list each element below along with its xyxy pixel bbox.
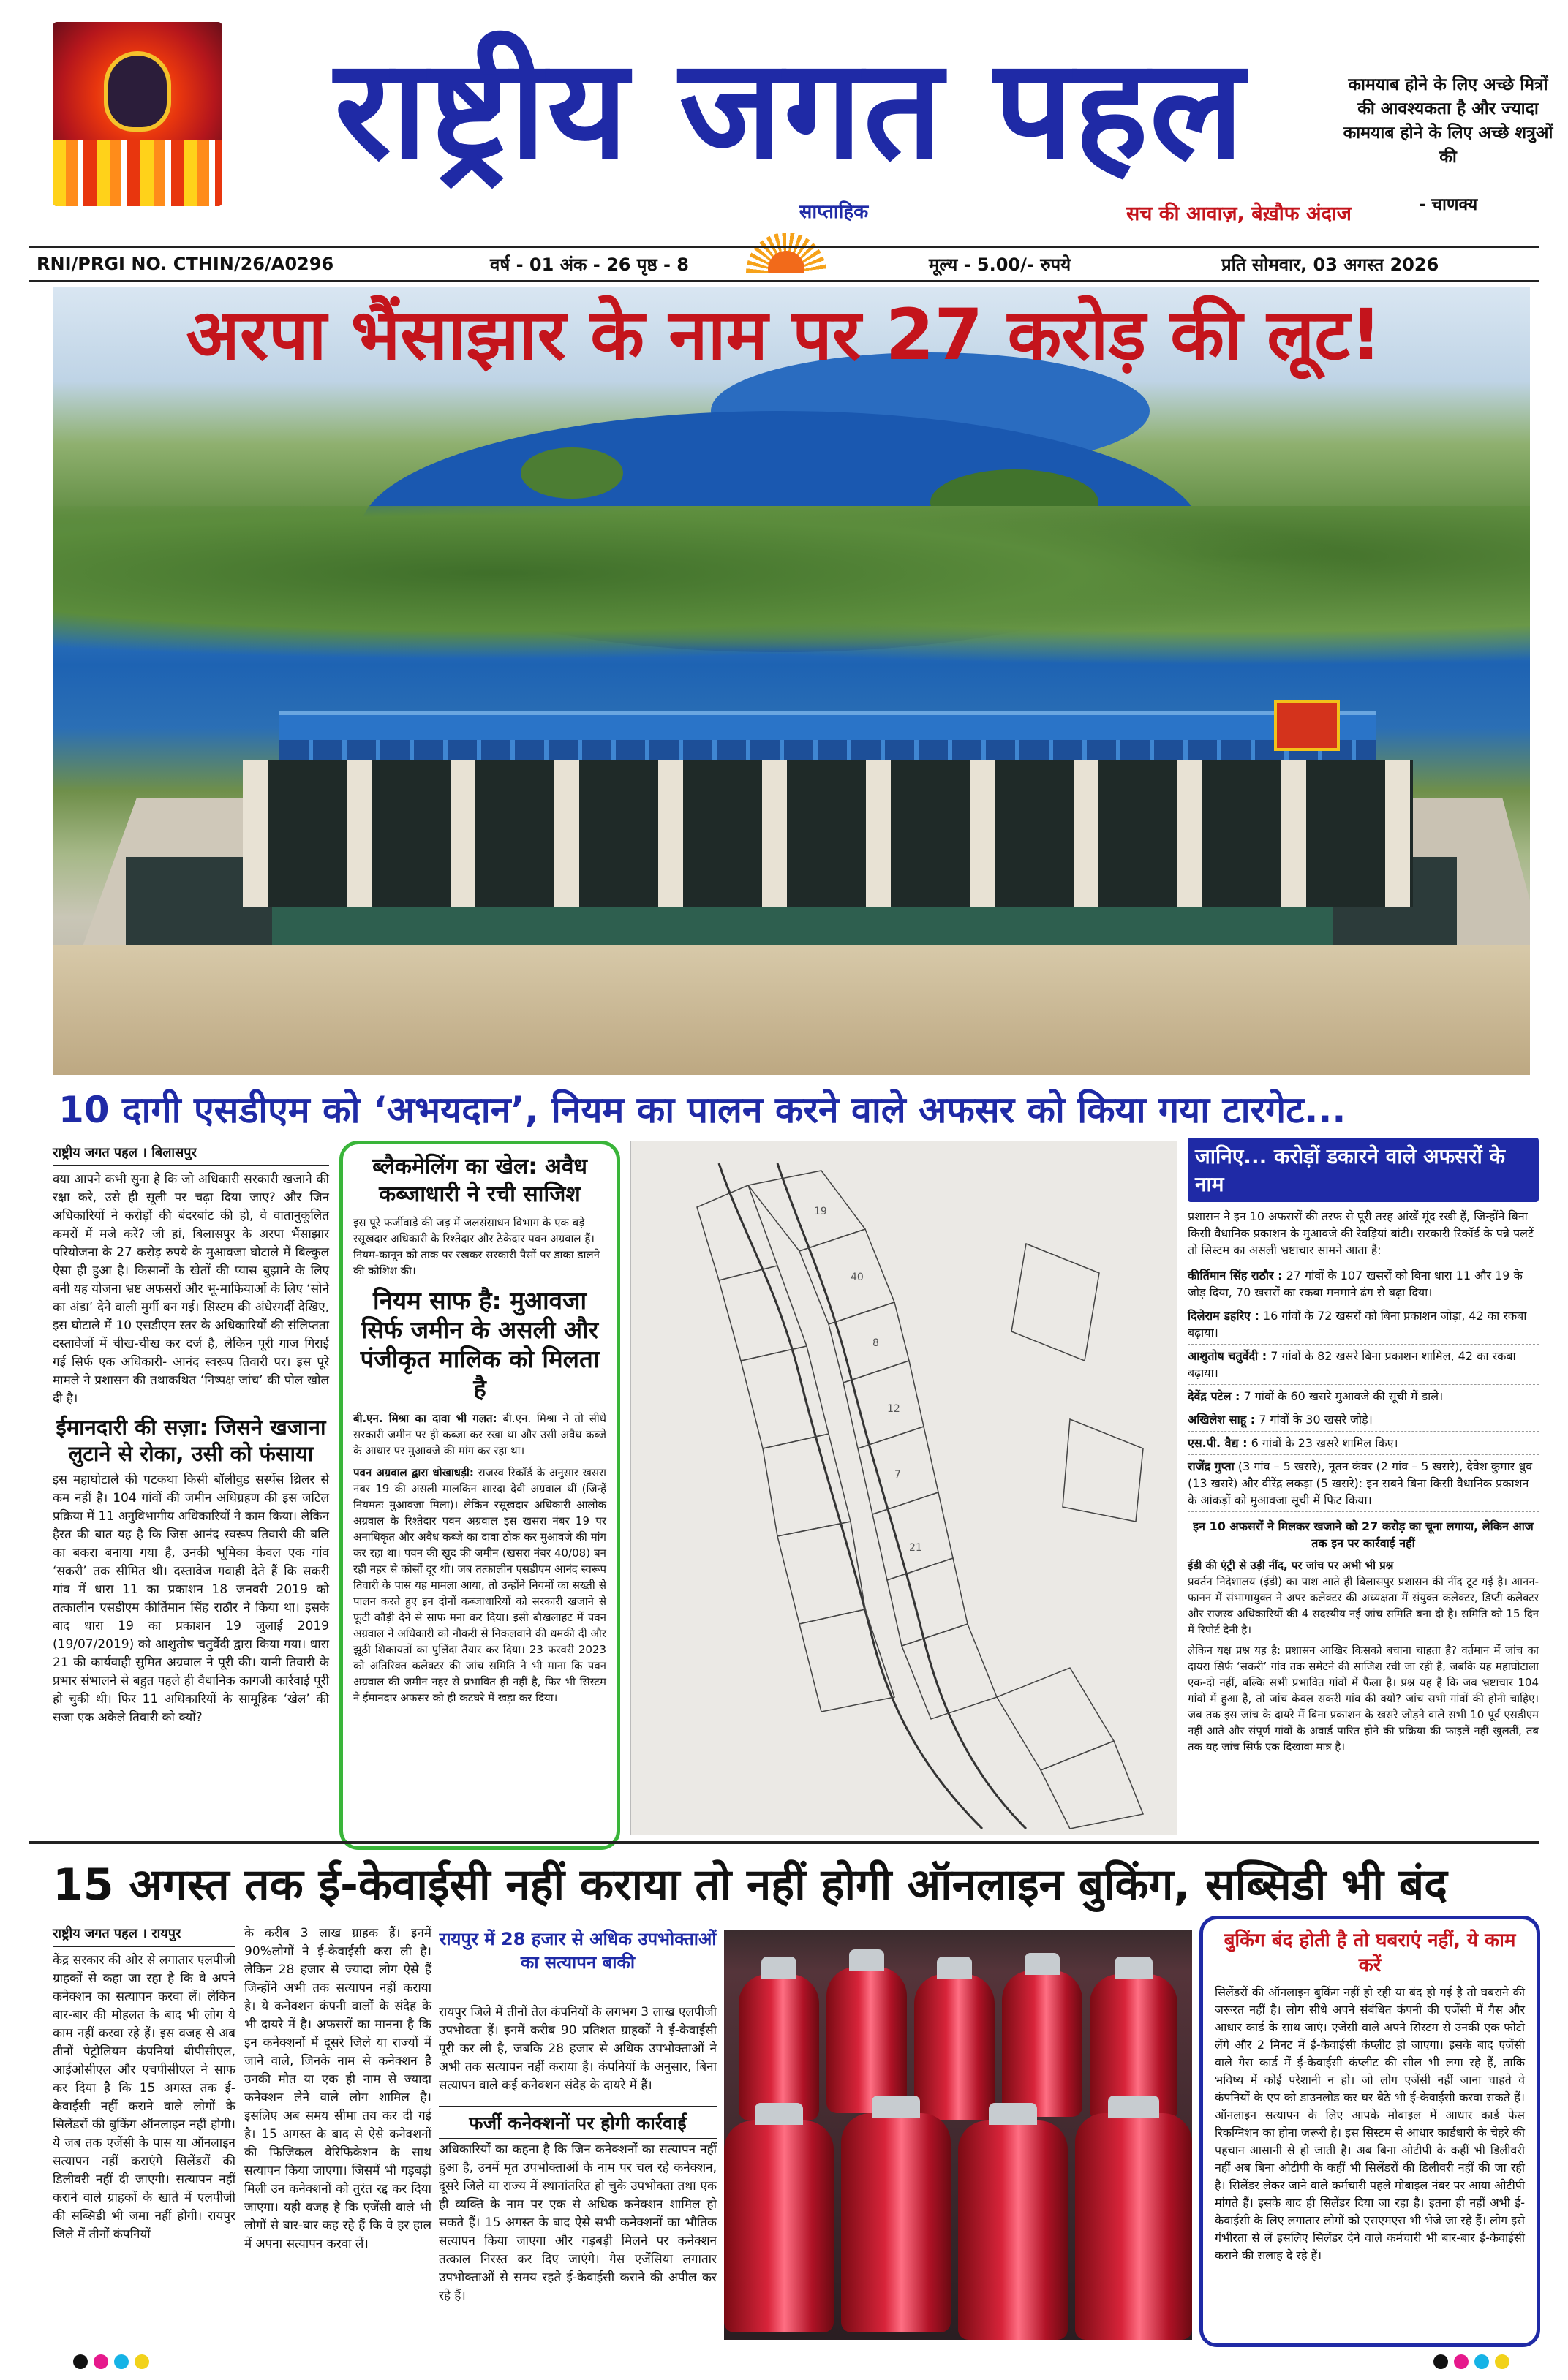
story-paragraph: केंद्र सरकार की ओर से लगातार एलपीजी ग्राहकों से कहा जा रहा है कि वे अपने कनेक्शन का सत्यापन करवा लें। लेकिन बार-बार की मोहलत के बाद भी लोग ये काम नहीं करवा रहे हैं। इस वजह से अब तीनों पेट्रोलियम कंपनियां बीपीसीएल, आईओसीएल और एचपीसीएल ने साफ कर दिया है कि 15 अगस्त तक ई-केवाईसी नहीं कराने वाले लोगों के सिलेंडरों की बुकिंग ऑनलाइन नहीं होगी। ये जब तक एजेंसी के पास या ऑनलाइन सत्यापन नहीं कराएंगे सिलेंडरों की डिलीवरी नहीं दी जाएगी। सत्यापन नहीं कराने वाले ग्राहकों के खाते में एलपीजी की सब्सिडी भी जमा नहीं होगी। रायपुर जिले में तीनों कंपनियों xyxy=(53,1953,235,2242)
list-item xyxy=(1188,1408,1539,1432)
svg-text:12: 12 xyxy=(887,1403,900,1415)
svg-text:21: 21 xyxy=(909,1542,922,1554)
print-registration-marks xyxy=(73,2354,149,2369)
officer-name: देवेंद्र पटेल : xyxy=(1188,1389,1240,1403)
quote-author: - चाणक्य xyxy=(1418,195,1478,214)
help-paragraph: सिलेंडरों की ऑनलाइन बुकिंग नहीं हो रही या बंद हो गई है तो घबराने की जरूरत नहीं है। लोग सीधे अपने संबंधित कंपनी की एजेंसी में गैस और आधार कार्ड के साथ जाएं। एजेंसी वाले अपने सिस्टम से उनकी एक फोटो लेंगे और 2 मिनट में ई-केवाईसी कंप्लीट हो जाएगा। इसके बाद एजेंसी वाले गैस कार्ड में ई-केवाईसी कंप्लीट की सील भी लगा रहे हैं, ताकि भविष्य में कोई परेशानी न हो। जो लोग एजेंसी नहीं जाना चाहते वे कंपनियों के एप को डाउनलोड कर घर बैठे भी ई-केवाईसी करवा सकते हैं। ऑनलाइन सत्यापन के लिए आपके मोबाइल में आधार कार्ड फेस रिकग्निशन का होना जरूरी है। इस सिस्टम से आधार कार्डधारी के चेहरे की पहचान आसानी से हो जाती है। अब बिना ओटीपी के कहीं भी डिलीवरी नहीं अब बिना ओटीपी के कहीं भी सिलेंडरों की डिलीवरी नहीं की जा रही है। सिलेंडर लेकर जाने वाले कर्मचारी पहले मोबाइल नंबर पर आया ओटीपी मांगते हैं। इसके बाद ही सिलेंडर दिया जा रहा है। इतना ही नहीं अभी ई-केवाईसी के लिए लगातार लोगों को एसएमएस भी भेजे जा रहे हैं। लोग इसे गंभीरता से लें इसलिए सिलेंडर देने वाले कर्मचारी भी बार-बार ई-केवाईसी कराने की सलाह दे रहे हैं। xyxy=(1215,1985,1525,2262)
officer-detail: 7 गांवों के 30 खसरे जोड़े। xyxy=(1255,1413,1373,1427)
raipur-box-paragraph: रायपुर जिले में तीनों तेल कंपनियों के लगभग 3 लाख एलपीजी उपभोक्ता हैं। इनमें करीब 90 प्रतिशत ग्राहकों ने ई-केवाईसी पूरी कर ली है, जबकि 28 हजार से अधिक उपभोक्ताओं ने अभी तक सत्यापन नहीं कराया है। कंपनियों के अनुसार, बिना सत्यापन वाले कई कनेक्शन संदेह के दायरे में हैं। xyxy=(439,2005,717,2093)
land-record-map xyxy=(630,1141,1177,1835)
lpg-column-2-text-visible: के करीब 3 लाख ग्राहक हैं। इनमें 90%लोगों ने ई-केवाईसी करा ली है। लेकिन 28 हजार से ज्यादा लोग ऐसे हैं जिन्होंने अभी तक सत्यापन नहीं कराया है। ये कनेक्शन कंपनी वालों के संदेह के भी दायरे में है। अफसरों का मानना है कि इन कनेक्शनों में दूसरे जिले या राज्यों में जाने वाले, जिनके नाम से कनेक्शन है उनकी मौत या एक ही नाम से ज्यादा कनेक्शन लेने वाले लोग शामिल है। इसलिए अब समय सीमा तय कर दी गई है। 15 अगस्त के बाद से ऐसे कनेक्शनों की फिजिकल वेरिफिकेशन के साथ सत्यापन किया जाएगा। जिसमें भी गड़बड़ी मिली उन कनेक्शनों को तुरंत रद्द कर दिया जाएगा। यही वजह है कि एजेंसी वाले भी लोगों से बार-बार कह रहे हैं कि वे हर हाल में अपना सत्यापन करवा लें। xyxy=(244,1926,431,2251)
officer-name: आशुतोष चतुर्वेदी : xyxy=(1188,1349,1267,1363)
box-paragraph xyxy=(353,1465,606,1706)
list-item xyxy=(1188,1455,1539,1512)
dateline: राष्ट्रीय जगत पहल । बिलासपुर xyxy=(53,1144,329,1166)
blackmail-box xyxy=(339,1141,620,1850)
price: मूल्य - 5.00/- रुपये xyxy=(929,254,1071,275)
ed-paragraph: प्रवर्तन निदेशालय (ईडी) का पाश आते ही बिलासपुर प्रशासन की नींद टूट गई है। आनन-फानन में संभागायुक्त ने अपर कलेक्टर की अध्यक्षता में संयुक्त कलेक्टर, डिप्टी कलेक्टर और राजस्व अधिकारियों की 4 सदस्यीय नई जांच समिति बना दी है। समिति को 15 दिन में रिपोर्ट देनी है। xyxy=(1188,1575,1539,1636)
tagline: सच की आवाज़, बेख़ौफ अंदाज xyxy=(1126,203,1352,225)
box-paragraph xyxy=(353,1410,606,1459)
ed-paragraph: लेकिन यक्ष प्रश्न यह है: प्रशासन आखिर किसको बचाना चाहता है? वर्तमान में जांच का दायरा सिर्फ ‘सकरी’ गांव तक समेटने की साजिश रची जा रही है, जबकि यह महाघोटाला एक-दो नहीं, बल्कि सभी प्रभावित गांवों में फैला है। प्रश्न यह है कि जब भ्रष्टाचार 104 गांवों में हुआ है, तो जांच केवल सकरी गांव की क्यों? जांच सभी गांवों की होनी चाहिए। जब तक इस जांच के दायरे में बिना प्रकाशन के खसरे जोड़ने वाले सभी 10 पूर्व एसडीएम नहीं आते और संपूर्ण गांवों के अवार्ड पारित होने की प्रक्रिया की फाइलें नहीं खुलतीं, तब तक यह जांच सिर्फ एक दिखावा मात्र है। xyxy=(1188,1644,1539,1753)
main-headline: अरपा भैंसाझार के नाम पर 27 करोड़ की लूट! xyxy=(186,294,1382,376)
box-subheading: नियम साफ है: मुआवजा सिर्फ जमीन के असली और पंजीकृत मालिक को मिलता है xyxy=(360,1286,600,1402)
weekly-label: साप्ताहिक xyxy=(799,201,869,223)
story-column-1 xyxy=(53,1144,329,1846)
list-title: जानिए... करोड़ों डकारने वाले अफसरों के नाम xyxy=(1188,1138,1539,1202)
box-paragraph-label: पवन अग्रवाल द्वारा धोखाधड़ी: xyxy=(353,1466,474,1479)
quote-text: कामयाब होने के लिए अच्छे मित्रों की आवश्यकता है और ज्यादा कामयाब होने के लिए अच्छे शत्रुओं की xyxy=(1343,75,1553,167)
svg-text:19: 19 xyxy=(814,1206,827,1217)
dam-photo xyxy=(53,287,1530,1075)
ed-heading: ईडी की एंट्री से उड़ी नींद, पर जांच पर अभी भी प्रश्न xyxy=(1188,1559,1394,1572)
list-item xyxy=(1188,1264,1539,1304)
officer-name: एस.पी. वैद्य : xyxy=(1188,1436,1248,1450)
officer-detail: 27 गांवों के 107 खसरों को बिना धारा 11 और 19 के जोड़ दिया, 70 खसरों का रकबा मनमाने ढंग से बढ़ा दिया। xyxy=(1188,1269,1523,1299)
svg-text:7: 7 xyxy=(894,1469,901,1481)
booking-help-box xyxy=(1199,1916,1540,2347)
officer-name: अखिलेश साहू : xyxy=(1188,1413,1256,1427)
officer-name: राजेंद्र गुप्ता xyxy=(1188,1459,1235,1473)
deity-photo xyxy=(53,22,222,206)
rni-number: RNI/PRGI NO. CTHIN/26/A0296 xyxy=(37,254,334,274)
newspaper-title: राष्ट्रीय जगत पहल xyxy=(334,29,1245,190)
story-paragraph: क्या आपने कभी सुना है कि जो अधिकारी सरकारी खजाने की रक्षा करे, उसे ही सूली पर चढ़ा दिया जाए? और जिन अधिकारियों ने करोड़ों की बंदरबांट की हो, वे वातानुकूलित कमरों में मजे करें? जी हां, बिलासपुर के अरपा भैंसाझार परियोजना के 27 करोड़ रुपये के मुआवजा घोटाले में बिल्कुल ऐसा ही हुआ है। किसानों के खेतों की प्यास बुझाने के लिए बनी यह योजना भ्रष्ट अफसरों और भू-माफियाओं के लिए ‘सोने का अंडा’ देने वाली मुर्गी बन गई। सिस्टम की अंधेरगर्दी देखिए, इस घोटाले में 10 एसडीएम स्तर के अधिकारियों की संलिप्तता दस्तावेजों में चीख-चीख कर दर्ज है, लेकिन पूरी गाज गिराई गई सिर्फ एक अधिकारी- आनंद स्वरूप तिवारी पर। इस पूरे मामले ने प्रशासन की तथाकथित ‘निष्पक्ष जांच’ की पोल खोल दी है। xyxy=(53,1172,329,1406)
print-registration-marks xyxy=(1433,2354,1509,2369)
list-item xyxy=(1188,1385,1539,1408)
gas-cylinders-photo xyxy=(724,1930,1192,2340)
story-paragraph: इस महाघोटाले की पटकथा किसी बॉलीवुड सस्पेंस थ्रिलर से कम नहीं है। 104 गांवों की जमीन अधिग्रहण की इस जटिल प्रक्रिया में 11 अनुविभागीय अधिकारियों ने काम किया। लेकिन हैरत की बात यह है कि जिस आनंद स्वरूप तिवारी की बलि का बकरा बनाया गया है, उनकी भूमिका केवल एक गांव ‘सकरी’ तक सीमित थी। दस्तावेज गवाही देते हैं कि सकरी गांव में धारा 11 का प्रकाशन 18 जनवरी 2019 को तत्कालीन एसडीएम कीर्तिमान सिंह राठौर ने किया था। इसके बाद धारा 19 का प्रकाशन 19 जुलाई 2019 (19/07/2019) को आशुतोष चतुर्वेदी द्वारा किया गया। धारा 21 की कार्यवाही सुमित अग्रवाल ने पूरी की। यानी तिवारी के प्रभार संभालने से बहुत पहले ही वैधानिक कागजी कार्रवाई पूरी हो चुकी थी। फिर 11 अधिकारियों के सामूहिक ‘खेल’ की सजा एक अकेले तिवारी को क्यों? xyxy=(53,1473,329,1725)
issue-info-bar xyxy=(29,246,1539,282)
officers-list xyxy=(1188,1138,1539,1847)
svg-text:8: 8 xyxy=(872,1337,879,1349)
list-emphasis: इन 10 अफसरों ने मिलकर खजाने को 27 करोड़ का चूना लगाया, लेकिन आज तक इन पर कार्रवाई नहीं xyxy=(1193,1519,1534,1550)
box-paragraph-text: बी.एन. मिश्रा ने तो सीधे सरकारी जमीन पर ही कब्जा कर रखा था और उसी अवैध कब्जे के आधार पर मुआवजे की मांग कर रहा था। xyxy=(353,1412,606,1457)
box-paragraph-label: बी.एन. मिश्रा का दावा भी गलत: xyxy=(353,1412,497,1425)
officer-detail: 7 गांवों के 82 खसरे बिना प्रकाशन शामिल, 42 का रकबा बढ़ाया। xyxy=(1188,1349,1516,1380)
list-item xyxy=(1188,1432,1539,1455)
officer-detail: 16 गांवों के 72 खसरों को बिना प्रकाशन जोड़ा, 42 का रकबा बढ़ाया। xyxy=(1188,1309,1527,1340)
svg-text:40: 40 xyxy=(851,1272,864,1283)
list-item xyxy=(1188,1345,1539,1385)
officer-detail: (3 गांव – 5 खसरे), नूतन कंवर (2 गांव – 5 खसरे), देवेश कुमार ध्रुव (13 खसरे) और वीरेंद्र लकड़ा (5 खसरे): इन सबने बिना किसी वैधानिक प्रकाशन के आंकड़ों को मुआवजा सूची में फिट किया। xyxy=(1188,1459,1533,1507)
box-lead: इस पूरे फर्जीवाड़े की जड़ में जलसंसाधन विभाग के एक बड़े रसूखदार अधिकारी के रिश्तेदार और ठेकेदार पवन अग्रवाल हैं। नियम-कानून को ताक पर रखकर सरकारी पैसों पर डाका डालने की कोशिश की। xyxy=(353,1216,600,1277)
section-heading: ईमानदारी की सज़ा: जिसने खजाना लुटाने से रोका, उसी को फंसाया xyxy=(56,1415,326,1466)
issue-number: वर्ष - 01 अंक - 26 पृष्ठ - 8 xyxy=(490,254,689,275)
help-heading: बुकिंग बंद होती है तो घबराएं नहीं, ये काम करें xyxy=(1224,1930,1516,1976)
box-paragraph-text: राजस्व रिकॉर्ड के अनुसार खसरा नंबर 19 की असली मालकिन शारदा देवी अग्रवाल थीं (जिन्हें नियमतः मुआवजा मिला)। लेकिन रसूखदार अधिकारी आलोक अग्रवाल के रिश्तेदार पवन अग्रवाल इस खसरा नंबर 19 पर अनाधिकृत और अवैध कब्जे का दावा ठोक कर मुआवजे की मांग कर रहा था। पवन की खुद की जमीन (खसरा नंबर 40/08) बन रही नहर से कोसों दूर थी। जब तत्कालीन एसडीएम आनंद स्वरूप तिवारी के पास यह मामला आया, तो उन्होंने नियमों का सख्ती से पालन करते हुए इन दोनों कब्जाधारियों को सरकारी खजाने से फूटी कौड़ी देने से साफ मना कर दिया। इसी बौखलाहट में पवन अग्रवाल ने अधिकारी को नौकरी से निकलवाने की धमकी दी और झूठी शिकायतों का पुलिंदा तैयार कर दिया। 23 फरवरी 2023 को अतिरिक्त कलेक्टर की जांच समिति ने भी माना कि पवन अग्रवाल की जमीन नहर से प्रभावित ही नहीं है, फिर भी सिस्टम ने ईमानदार अफसर को ही कटघरे में खड़ा कर दिया। xyxy=(353,1466,606,1704)
list-item xyxy=(1188,1304,1539,1345)
officer-name: कीर्तिमान सिंह राठौर : xyxy=(1188,1269,1283,1282)
box-heading: ब्लैकमेलिंग का खेल: अवैध कब्जाधारी ने रची साजिश xyxy=(372,1154,587,1207)
raipur-box-heading: रायपुर में 28 हजार से अधिक उपभोक्ताओं का सत्यापन बाकी xyxy=(439,1927,717,1998)
second-headline: 15 अगस्त तक ई-केवाईसी नहीं कराया तो नहीं होगी ऑनलाइन बुकिंग, सब्सिडी भी बंद xyxy=(53,1859,1447,1911)
sub-headline: 10 दागी एसडीएम को ‘अभयदान’, नियम का पालन करने वाले अफसर को किया गया टारगेट... xyxy=(29,1081,1539,1139)
officer-detail: 7 गांवों के 60 खसरे मुआवजे की सूची में डाले। xyxy=(1240,1389,1444,1403)
list-intro: प्रशासन ने इन 10 अफसरों की तरफ से पूरी तरह आंखें मूंद रखी हैं, जिन्होंने बिना किसी वैधानिक प्रकाशन के मुआवजे की रेवड़ियां बांटी। सरकारी रिकॉर्ड के पन्ने पलटें तो सिस्टम का असली भ्रष्टाचार सामने आता है: xyxy=(1188,1209,1534,1257)
officer-name: दिलेराम डहरिए : xyxy=(1188,1309,1259,1323)
issue-date: प्रति सोमवार, 03 अगस्त 2026 xyxy=(1221,254,1439,275)
map-drawing xyxy=(631,1141,1177,1835)
lpg-column-1 xyxy=(53,1924,235,2334)
section-divider xyxy=(29,1841,1539,1844)
officer-detail: 6 गांवों के 23 खसरे शामिल किए। xyxy=(1247,1436,1398,1450)
fake-connections-paragraph: अधिकारियों का कहना है कि जिन कनेक्शनों का सत्यापन नहीं हुआ है, उनमें मृत उपभोक्ताओं के नाम पर चल रहे कनेक्शन, दूसरे जिले या राज्य में स्थानांतरित हो चुके उपभोक्ता तथा एक ही व्यक्ति के नाम पर एक से अधिक कनेक्शन शामिल हो सकते हैं। 15 अगस्त के बाद ऐसे सभी कनेक्शनों का भौतिक सत्यापन किया जाएगा और गड़बड़ी मिलने पर कनेक्शन तत्काल निरस्त कर दिए जाएंगे। गैस एजेंसिया लगातार उपभोक्ताओं से समय रहते ई-केवाईसी कराने की अपील कर रहे हैं। xyxy=(439,2142,717,2303)
fake-connections-heading: फर्जी कनेक्शनों पर होगी कार्रवाई xyxy=(439,2106,717,2139)
dateline: राष्ट्रीय जगत पहल । रायपुर xyxy=(53,1924,235,1947)
